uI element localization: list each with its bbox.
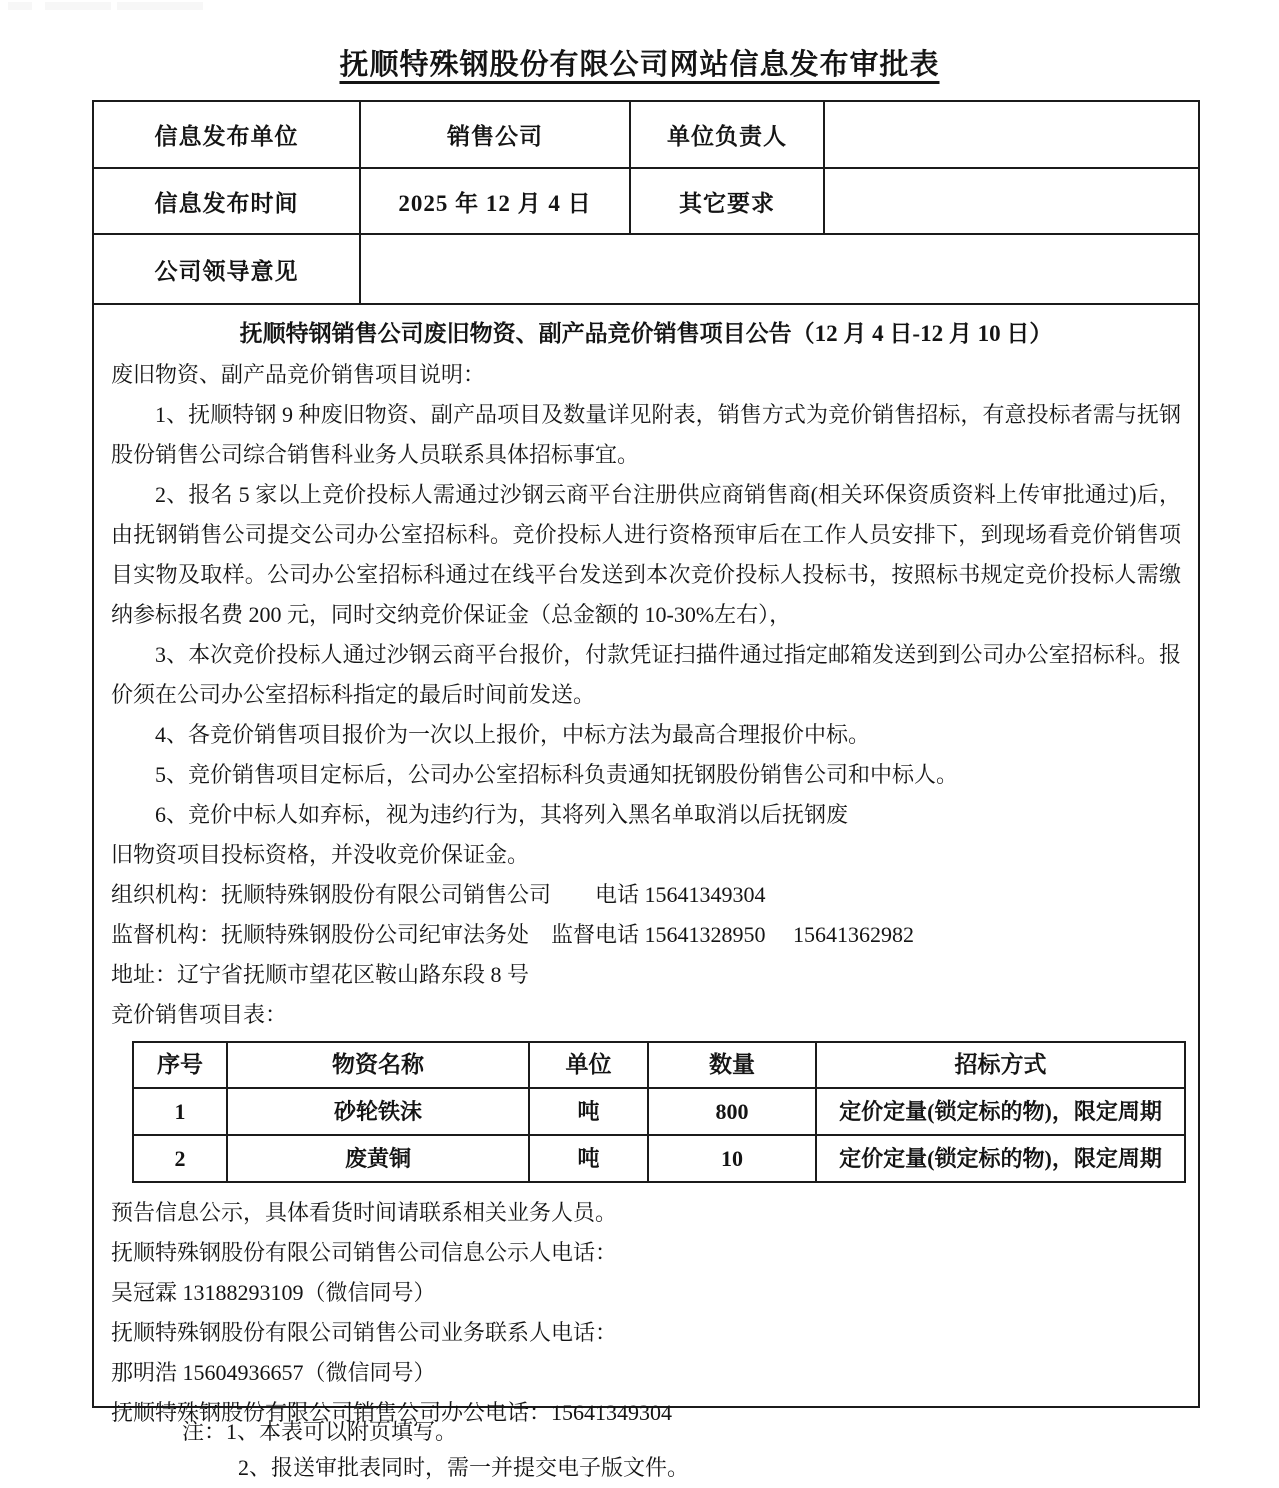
contact-block	[111, 1193, 1181, 1433]
preview-notice-line: 预告信息公示，具体看货时间请联系相关业务人员。	[111, 1200, 618, 1225]
col-header-method: 招标方式	[816, 1042, 1185, 1088]
publisher-label: 信息发布单位	[94, 102, 361, 169]
leader-opinion-label: 公司领导意见	[94, 235, 361, 305]
footnote-2: 2、报送审批表同时，需一并提交电子版文件。	[238, 1455, 690, 1480]
row2-method: 定价定量(锁定标的物)，限定周期	[816, 1135, 1185, 1182]
announcement-intro: 废旧物资、副产品竞价销售项目说明：	[111, 362, 486, 387]
other-requirements-label: 其它要求	[631, 169, 825, 235]
announcement-body	[94, 305, 1198, 1433]
table-row	[133, 1135, 1185, 1182]
office-phone-line: 抚顺特殊钢股份有限公司销售公司办公电话：15641349304	[111, 1400, 673, 1425]
row2-qty: 10	[648, 1135, 816, 1182]
footnote-1: 注：1、本表可以附页填写。	[182, 1419, 458, 1444]
publisher-value: 销售公司	[361, 102, 631, 169]
project-table-label: 竞价销售项目表：	[111, 1002, 288, 1027]
col-header-name: 物资名称	[227, 1042, 529, 1088]
head-label: 单位负责人	[631, 102, 825, 169]
announcement-item-4: 4、各竞价销售项目报价为一次以上报价，中标方法为最高合理报价中标。	[155, 722, 871, 747]
col-header-seq: 序号	[133, 1042, 227, 1088]
publish-time-value: 2025 年 12 月 4 日	[361, 169, 631, 235]
scan-artifact	[117, 2, 203, 10]
project-table-header-row	[133, 1042, 1185, 1088]
organizer-line: 组织机构：抚顺特殊钢股份有限公司销售公司 电话 15641349304	[111, 882, 766, 907]
page-title	[0, 0, 1279, 83]
address-line: 地址：辽宁省抚顺市望花区鞍山路东段 8 号	[111, 962, 530, 987]
public-phone-label: 抚顺特殊钢股份有限公司销售公司信息公示人电话：	[111, 1240, 618, 1265]
scan-artifact	[45, 2, 111, 10]
business-contact-person: 那明浩 15604936657（微信同号）	[111, 1360, 436, 1385]
other-requirements-value	[825, 169, 1198, 235]
publish-time-label: 信息发布时间	[94, 169, 361, 235]
table-row	[133, 1088, 1185, 1135]
scan-artifact	[8, 2, 32, 10]
row2-name: 废黄铜	[227, 1135, 529, 1182]
project-table	[132, 1041, 1186, 1183]
col-header-qty: 数量	[648, 1042, 816, 1088]
info-header-table	[94, 102, 1198, 305]
announcement-item-6-continued: 旧物资项目投标资格，并没收竞价保证金。	[111, 842, 530, 867]
footnotes	[182, 1414, 689, 1486]
business-phone-label: 抚顺特殊钢股份有限公司销售公司业务联系人电话：	[111, 1320, 618, 1345]
announcement-item-1: 1、抚顺特钢 9 种废旧物资、副产品项目及数量详见附表，销售方式为竞价销售招标，有意投标者需与抚钢股份销售公司综合销售科业务人员联系具体招标事宜。	[111, 402, 1181, 467]
announcement-item-6: 6、竞价中标人如弃标，视为违约行为，其将列入黑名单取消以后抚钢废	[155, 802, 849, 827]
leader-opinion-value	[361, 235, 1198, 305]
row2-seq: 2	[133, 1135, 227, 1182]
announcement-item-2: 2、报名 5 家以上竞价投标人需通过沙钢云商平台注册供应商销售商(相关环保资质资料上传审批通过)后，由抚钢销售公司提交公司办公室招标科。竞价投标人进行资格预审后在工作人员安排下，到现场看竞价销售项目实物及取样。公司办公室招标科通过在线平台发送到本次竞价投标人投标书，按照标书规定竞价投标人需缴纳参标报名费 200 元，同时交纳竞价保证金（总金额的 10-30%左右），	[111, 482, 1181, 627]
row1-method: 定价定量(锁定标的物)，限定周期	[816, 1088, 1185, 1135]
head-value	[825, 102, 1198, 169]
announcement-item-5: 5、竞价销售项目定标后，公司办公室招标科负责通知抚钢股份销售公司和中标人。	[155, 762, 959, 787]
public-contact-person: 吴冠霖 13188293109（微信同号）	[111, 1280, 436, 1305]
approval-form-border	[92, 100, 1200, 1425]
announcement-heading: 抚顺特钢销售公司废旧物资、副产品竞价销售项目公告（12 月 4 日-12 月 10 日）	[239, 321, 1053, 346]
row1-seq: 1	[133, 1088, 227, 1135]
row1-unit: 吨	[529, 1088, 648, 1135]
announcement-item-3: 3、本次竞价投标人通过沙钢云商平台报价，付款凭证扫描件通过指定邮箱发送到到公司办公室招标科。报价须在公司办公室招标科指定的最后时间前发送。	[111, 642, 1181, 707]
col-header-unit: 单位	[529, 1042, 648, 1088]
supervisor-line: 监督机构：抚顺特殊钢股份公司纪审法务处 监督电话 15641328950 15641362982	[111, 922, 915, 947]
row2-unit: 吨	[529, 1135, 648, 1182]
row1-name: 砂轮铁沫	[227, 1088, 529, 1135]
page-title-text: 抚顺特殊钢股份有限公司网站信息发布审批表	[339, 49, 940, 81]
row1-qty: 800	[648, 1088, 816, 1135]
